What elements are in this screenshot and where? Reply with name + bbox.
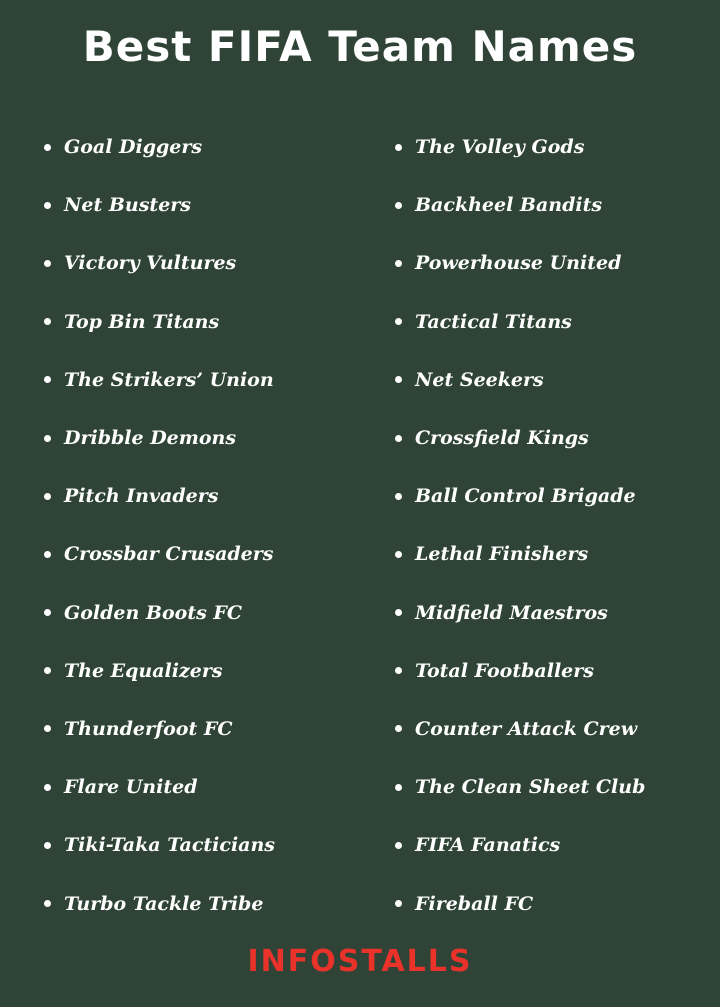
bullet-icon bbox=[44, 376, 51, 383]
list-item bbox=[391, 874, 645, 932]
team-name: Backheel Bandits bbox=[415, 194, 603, 217]
list-item bbox=[40, 467, 275, 525]
bullet-icon bbox=[44, 609, 51, 616]
brand-logo-text: INFOSTALLS bbox=[247, 944, 473, 979]
list-item bbox=[40, 642, 275, 700]
bullet-icon bbox=[395, 551, 402, 558]
team-name: Powerhouse United bbox=[415, 252, 622, 275]
list-item bbox=[40, 118, 275, 176]
team-name: The Volley Gods bbox=[415, 136, 585, 159]
list-item bbox=[40, 758, 275, 816]
bullet-icon bbox=[44, 493, 51, 500]
bullet-icon bbox=[395, 260, 402, 267]
list-item bbox=[391, 118, 645, 176]
list-item bbox=[391, 642, 645, 700]
list-item bbox=[40, 816, 275, 874]
bullet-icon bbox=[395, 376, 402, 383]
list-item bbox=[40, 351, 275, 409]
list-item bbox=[391, 234, 645, 292]
team-name: Ball Control Brigade bbox=[415, 485, 636, 508]
bullet-icon bbox=[395, 144, 402, 151]
team-name: Dribble Demons bbox=[64, 427, 237, 450]
bullet-icon bbox=[44, 144, 51, 151]
team-name: The Clean Sheet Club bbox=[415, 776, 646, 799]
bullet-icon bbox=[44, 435, 51, 442]
list-item bbox=[391, 700, 645, 758]
team-name: Tiki-Taka Tacticians bbox=[64, 834, 276, 857]
team-name: The Strikers’ Union bbox=[64, 368, 274, 391]
list-item bbox=[391, 758, 645, 816]
team-name: Total Footballers bbox=[415, 659, 594, 682]
team-name: Victory Vultures bbox=[64, 252, 237, 275]
list-item bbox=[40, 700, 275, 758]
bullet-icon bbox=[44, 667, 51, 674]
team-name: Thunderfoot FC bbox=[64, 717, 233, 740]
team-name: Flare United bbox=[64, 776, 198, 799]
bullet-icon bbox=[395, 318, 402, 325]
list-item bbox=[391, 525, 645, 583]
bullet-icon bbox=[395, 609, 402, 616]
list-item bbox=[391, 467, 645, 525]
bullet-icon bbox=[395, 667, 402, 674]
bullet-icon bbox=[395, 493, 402, 500]
list-item bbox=[40, 176, 275, 234]
bullet-icon bbox=[44, 842, 51, 849]
list-item bbox=[391, 816, 645, 874]
team-names-left-column bbox=[40, 118, 275, 933]
team-name: Net Seekers bbox=[415, 368, 544, 391]
team-name: Counter Attack Crew bbox=[415, 717, 638, 740]
list-item bbox=[40, 409, 275, 467]
team-name: Golden Boots FC bbox=[64, 601, 243, 624]
team-name: Midfield Maestros bbox=[415, 601, 608, 624]
list-item bbox=[391, 293, 645, 351]
list-item bbox=[40, 874, 275, 932]
bullet-icon bbox=[44, 725, 51, 732]
list-item bbox=[391, 409, 645, 467]
team-name: Turbo Tackle Tribe bbox=[64, 892, 264, 915]
team-name: The Equalizers bbox=[64, 659, 223, 682]
list-item bbox=[40, 584, 275, 642]
team-name: Lethal Finishers bbox=[415, 543, 589, 566]
team-name: Tactical Titans bbox=[415, 310, 572, 333]
bullet-icon bbox=[44, 260, 51, 267]
list-item bbox=[40, 525, 275, 583]
list-item bbox=[391, 176, 645, 234]
bullet-icon bbox=[44, 551, 51, 558]
page-title: Best FIFA Team Names bbox=[82, 22, 638, 71]
bullet-icon bbox=[44, 784, 51, 791]
bullet-icon bbox=[395, 725, 402, 732]
team-name: Crossbar Crusaders bbox=[64, 543, 274, 566]
bullet-icon bbox=[44, 202, 51, 209]
team-name: Net Busters bbox=[64, 194, 191, 217]
team-name: Pitch Invaders bbox=[64, 485, 219, 508]
bullet-icon bbox=[44, 318, 51, 325]
bullet-icon bbox=[44, 900, 51, 907]
list-item bbox=[40, 293, 275, 351]
team-name: Crossfield Kings bbox=[415, 427, 589, 450]
bullet-icon bbox=[395, 435, 402, 442]
list-item bbox=[40, 234, 275, 292]
bullet-icon bbox=[395, 202, 402, 209]
team-name: Goal Diggers bbox=[64, 136, 203, 159]
bullet-icon bbox=[395, 784, 402, 791]
team-name: FIFA Fanatics bbox=[415, 834, 561, 857]
team-name: Fireball FC bbox=[415, 892, 534, 915]
list-item bbox=[391, 584, 645, 642]
team-name: Top Bin Titans bbox=[64, 310, 220, 333]
team-names-right-column bbox=[391, 118, 645, 933]
bullet-icon bbox=[395, 842, 402, 849]
bullet-icon bbox=[395, 900, 402, 907]
list-item bbox=[391, 351, 645, 409]
